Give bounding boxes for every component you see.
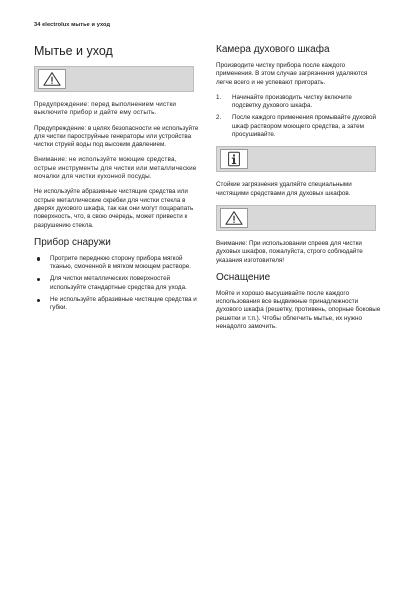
info-icon	[220, 149, 248, 169]
section-title: Мытье и уход	[34, 44, 113, 58]
list-item: 2. После каждого применения промывайте духовой шкаф раствором моющего средства, а затем просушивайте.	[216, 114, 377, 139]
right-column	[216, 44, 382, 338]
warning-box	[34, 66, 194, 92]
left-column	[34, 44, 200, 317]
page-header: 34 electrolux мытье и уход	[34, 22, 111, 28]
paragraph-warning-spray: Внимание: При использовании спреев для чистки духовых шкафов, пожалуйста, строго соблюдайте указания изготовителя!	[216, 239, 363, 264]
bullet-dot	[37, 299, 40, 302]
paragraph-info-note: Стойкие загрязнения удаляйте специальными чистящими средствами для духовых шкафов.	[216, 181, 352, 197]
paragraph-attention-tools: Внимание: не используйте моющие средства, острые инструменты для чистки или металлические мочалки для чистки кухонной посуды.	[34, 156, 197, 181]
subsection-title-accessories: Оснащение	[216, 271, 271, 283]
list-item: Не используйте абразивные чистящие средства и губки.	[34, 296, 200, 313]
subsection-title-oven: Камера духового шкафа	[216, 44, 330, 55]
subsection-title-outside: Прибор снаружи	[34, 236, 111, 248]
warning-triangle-icon	[220, 208, 248, 228]
paragraph-warning-cool: Предупреждение: перед выполнением чистки выключите прибор и дайте ему остыть.	[34, 101, 177, 117]
bullet-dot	[37, 257, 40, 260]
paragraph-warning-steam: Предупреждение: в целях безопасности не используйте для чистки пароструйные генераторы или устройства чистки струей воды под высоким давлением.	[34, 124, 199, 149]
info-box	[216, 146, 376, 172]
list-item: Для чистки металлических поверхностей используйте стандартные средства для ухода.	[34, 275, 200, 292]
warning-box	[216, 205, 376, 231]
paragraph-accessories: Мойте и хорошо высушивайте после каждого использования все выдвижные принадлежности духового шкафа (решетку, противень, опорные боковые решетки и т.п.). Чтобы облегчить мытье, их нужно ненадолго замочить.	[216, 289, 381, 331]
list-item: Протрите переднюю сторону прибора мягкой тканью, смоченной в мягком моющем растворе.	[34, 255, 200, 272]
oven-steps	[216, 94, 382, 139]
paragraph-oven-intro: Производите чистку прибора после каждого применения. В этом случае загрязнения удаляются легче всего и не успевают пригорать.	[216, 62, 368, 86]
paragraph-abrasive: Не используйте абразивные чистящие средства или острые металлические скребки для чистки стекла в дверях духового шкафа, так как они могут поцарапать поверхность, что, в свою очередь, может привести к разрушению стекла.	[34, 188, 194, 229]
warning-triangle-icon	[38, 69, 66, 89]
list-item: 1. Начинайте производить чистку включите подсветку духового шкафа.	[216, 93, 352, 110]
outside-list	[34, 255, 200, 313]
bullet-dot	[37, 278, 40, 281]
